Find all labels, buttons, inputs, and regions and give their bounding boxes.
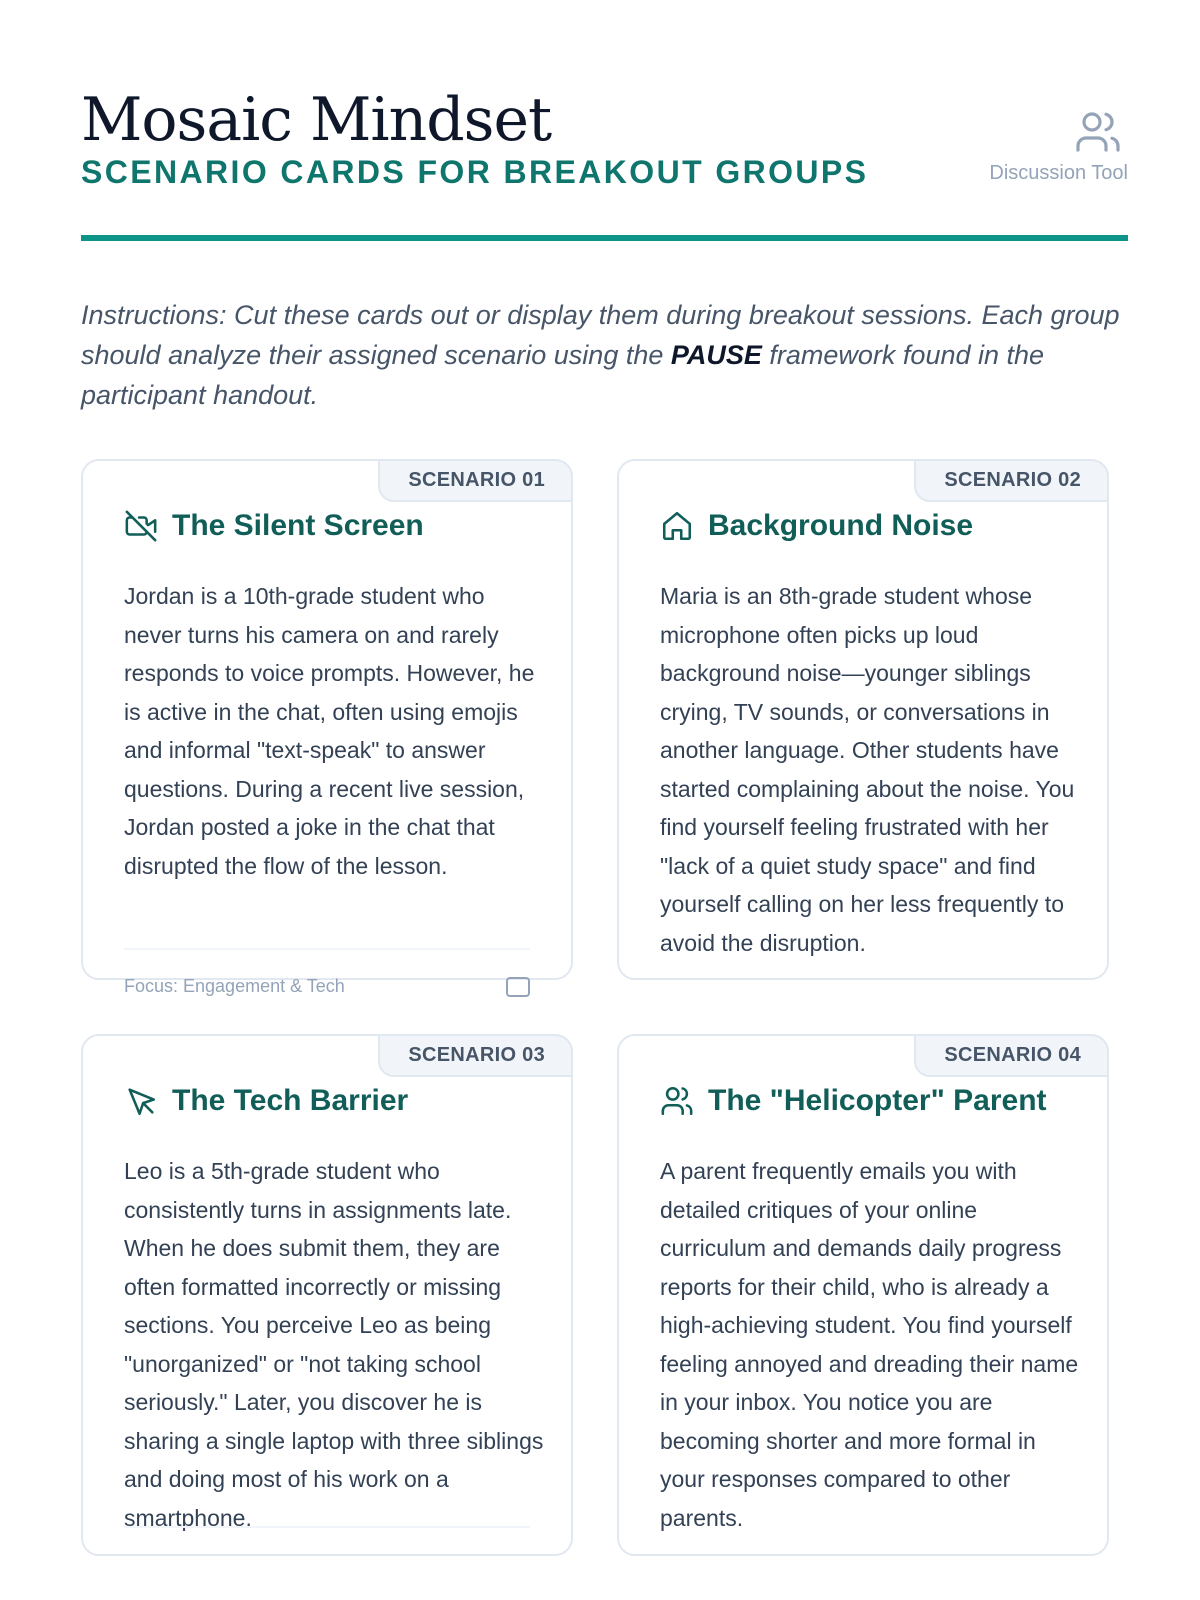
users-icon	[660, 1084, 694, 1118]
users-icon	[1072, 108, 1124, 156]
card-header	[660, 1084, 1047, 1118]
scenario-tag: SCENARIO 04	[914, 1034, 1109, 1077]
card-body: Maria is an 8th-grade student whose microphone often picks up loud background noise—younger siblings crying, TV sounds, or conversations in another language. Other students have started complaining about the noise. You find yourself feeling frustrated with her "lack of a quiet study space" and find yourself calling on her less frequently to avoid the disruption.	[660, 583, 1075, 956]
card-title: The Silent Screen	[172, 509, 424, 542]
card-title: Background Noise	[708, 509, 974, 542]
checkbox[interactable]	[506, 977, 530, 997]
scenario-card-03	[81, 1034, 573, 1556]
instructions-emphasis: PAUSE	[670, 340, 762, 370]
scenario-tag: SCENARIO 01	[378, 459, 573, 502]
card-footer	[124, 1526, 530, 1554]
card-header	[124, 1084, 408, 1118]
card-footer	[124, 948, 530, 997]
scenario-tag: SCENARIO 02	[914, 459, 1109, 502]
card-header	[124, 509, 424, 543]
instructions-text-end: framework found in the participant handout.	[81, 340, 1045, 410]
card-title: The "Helicopter" Parent	[708, 1084, 1047, 1117]
scenario-card-04	[617, 1034, 1109, 1556]
card-title: The Tech Barrier	[172, 1084, 409, 1117]
card-body: Jordan is a 10th-grade student who never turns his camera on and rarely responds to voice prompts. However, he is active in the chat, often using emojis and informal "text-speak" to answer questions. During a recent live session, Jordan posted a joke in the chat that disrupted the flow of the lesson.	[124, 583, 535, 879]
page-header	[81, 78, 1128, 242]
scenario-tag: SCENARIO 03	[378, 1034, 573, 1077]
tool-label: Discussion Tool	[989, 162, 1128, 184]
page-title: Mosaic Mindset	[81, 85, 552, 155]
card-header	[660, 509, 973, 543]
cursor-icon	[124, 1084, 158, 1118]
scenario-card-01	[81, 459, 573, 996]
focus-label: Focus: Engagement & Tech	[124, 976, 345, 996]
card-body: A parent frequently emails you with detailed critiques of your online curriculum and demands daily progress reports for their child, who is already a high-achieving student. You find yourself feeling annoyed and dreading their name in your inbox. You notice you are becoming shorter and more formal in your responses compared to other parents.	[660, 1158, 1079, 1531]
card-body: Leo is a 5th-grade student who consistently turns in assignments late. When he does submit them, they are often formatted incorrectly or missing sections. You perceive Leo as being "unorganized" or "not taking school seriously." Later, you discover he is sharing a single laptop with three siblings and doing most of his work on a smartphone.	[124, 1158, 544, 1531]
instructions-text: Instructions: Cut these cards out or display them during breakout sessions. Each group should analyze their assigned scenario using the	[81, 300, 1120, 370]
tool-badge	[968, 108, 1128, 185]
page-subtitle: SCENARIO CARDS FOR BREAKOUT GROUPS	[81, 154, 869, 190]
home-icon	[660, 509, 694, 543]
instructions	[81, 295, 1131, 415]
video-off-icon	[124, 509, 158, 543]
header-divider	[81, 235, 1128, 241]
scenario-card-02	[617, 459, 1109, 980]
